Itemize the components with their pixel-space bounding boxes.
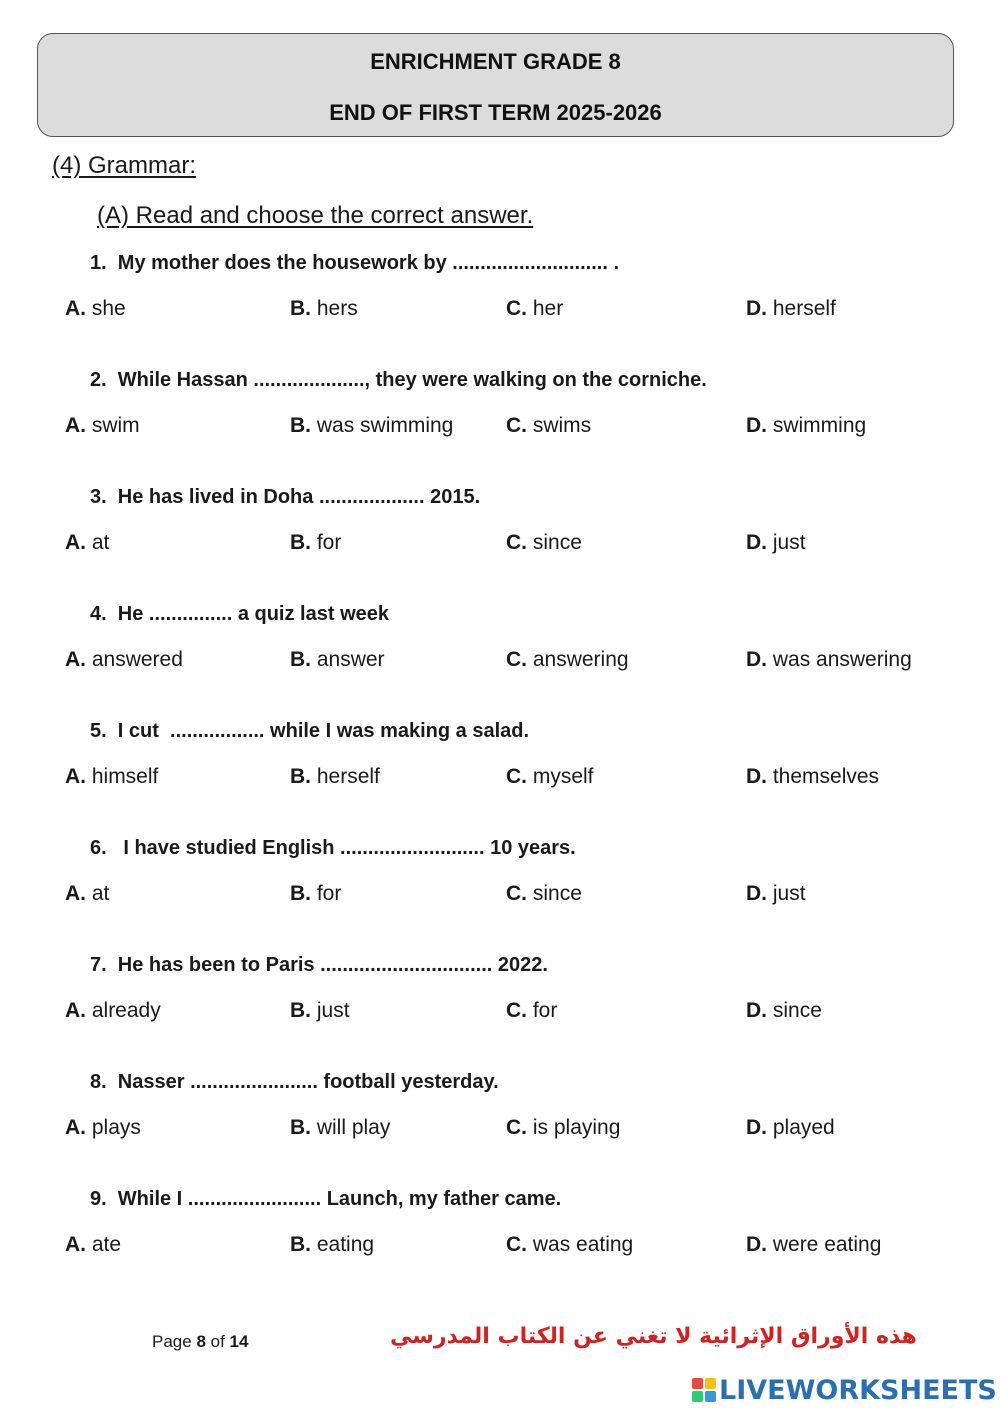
option-text: was eating xyxy=(532,1233,634,1256)
option-text: was answering xyxy=(772,648,912,671)
question-3: 3. He has lived in Doha ................... 2015. xyxy=(90,486,481,508)
option-letter: C. xyxy=(506,1233,527,1256)
header-subtitle: END OF FIRST TERM 2025-2026 xyxy=(329,100,662,125)
option-4a[interactable] xyxy=(65,648,183,672)
option-1b[interactable] xyxy=(290,297,358,321)
question-8: 8. Nasser ....................... football yesterday. xyxy=(90,1071,499,1093)
option-4b[interactable] xyxy=(290,648,385,672)
option-text: themselves xyxy=(772,765,880,788)
option-4c[interactable] xyxy=(506,648,629,672)
option-letter: C. xyxy=(506,414,527,437)
option-letter: D. xyxy=(746,414,767,437)
option-text: ate xyxy=(91,1233,122,1256)
option-text: swim xyxy=(91,414,140,437)
option-letter: C. xyxy=(506,1116,527,1139)
option-text: swimming xyxy=(772,414,867,437)
question-7: 7. He has been to Paris ............................... 2022. xyxy=(90,954,548,976)
option-5c[interactable] xyxy=(506,765,594,789)
option-text: answered xyxy=(91,648,183,671)
option-9d[interactable] xyxy=(746,1233,881,1257)
option-letter: D. xyxy=(746,1233,767,1256)
option-text: just xyxy=(316,999,350,1022)
option-text: eating xyxy=(316,1233,375,1256)
option-text: herself xyxy=(316,765,380,788)
option-8b[interactable] xyxy=(290,1116,390,1140)
option-text: since xyxy=(532,531,582,554)
page-prefix: Page xyxy=(152,1332,197,1351)
arabic-note: هذه الأوراق الإثرائية لا تغني عن الكتاب المدرسي xyxy=(390,1324,917,1349)
option-text: is playing xyxy=(532,1116,621,1139)
option-letter: D. xyxy=(746,765,767,788)
option-2a[interactable] xyxy=(65,414,140,438)
question-1: 1. My mother does the housework by ............................ . xyxy=(90,252,619,274)
option-5d[interactable] xyxy=(746,765,879,789)
option-text: for xyxy=(532,999,558,1022)
question-2: 2. While Hassan ...................., they were walking on the corniche. xyxy=(90,369,707,391)
page-total: 14 xyxy=(229,1332,249,1351)
option-7b[interactable] xyxy=(290,999,350,1023)
option-letter: B. xyxy=(290,414,311,437)
option-letter: C. xyxy=(506,999,527,1022)
option-text: played xyxy=(772,1116,835,1139)
option-letter: D. xyxy=(746,1116,767,1139)
option-3b[interactable] xyxy=(290,531,341,555)
option-text: was swimming xyxy=(316,414,454,437)
page-number xyxy=(152,1332,248,1352)
option-letter: B. xyxy=(290,531,311,554)
option-text: just xyxy=(772,531,806,554)
option-7d[interactable] xyxy=(746,999,822,1023)
question-6: 6. I have studied English .......................... 10 years. xyxy=(90,837,576,859)
section-title: (4) Grammar: xyxy=(52,152,196,179)
option-letter: B. xyxy=(290,648,311,671)
option-letter: D. xyxy=(746,648,767,671)
option-letter: A. xyxy=(65,648,86,671)
option-text: swims xyxy=(532,414,592,437)
option-3d[interactable] xyxy=(746,531,806,555)
option-text: at xyxy=(91,531,110,554)
option-2b[interactable] xyxy=(290,414,453,438)
option-letter: A. xyxy=(65,1233,86,1256)
option-text: herself xyxy=(772,297,836,320)
option-letter: A. xyxy=(65,531,86,554)
option-text: just xyxy=(772,882,806,905)
option-letter: A. xyxy=(65,882,86,905)
option-letter: D. xyxy=(746,531,767,554)
instruction: (A) Read and choose the correct answer. xyxy=(97,202,534,229)
option-3a[interactable] xyxy=(65,531,109,555)
brand-text: LIVEWORKSHEETS xyxy=(719,1374,997,1406)
option-2c[interactable] xyxy=(506,414,591,438)
option-letter: A. xyxy=(65,414,86,437)
option-text: since xyxy=(532,882,582,905)
question-5: 5. I cut ................. while I was making a salad. xyxy=(90,720,530,742)
option-letter: B. xyxy=(290,999,311,1022)
option-2d[interactable] xyxy=(746,414,866,438)
option-text: at xyxy=(91,882,110,905)
option-text: since xyxy=(772,999,822,1022)
header-box xyxy=(37,33,954,137)
option-text: myself xyxy=(532,765,594,788)
page-current: 8 xyxy=(196,1332,206,1351)
option-1a[interactable] xyxy=(65,297,126,321)
option-8d[interactable] xyxy=(746,1116,835,1140)
option-1d[interactable] xyxy=(746,297,836,321)
option-5b[interactable] xyxy=(290,765,380,789)
option-letter: C. xyxy=(506,765,527,788)
option-letter: B. xyxy=(290,765,311,788)
option-letter: B. xyxy=(290,1116,311,1139)
option-letter: A. xyxy=(65,765,86,788)
option-6d[interactable] xyxy=(746,882,806,906)
option-letter: C. xyxy=(506,531,527,554)
option-text: answer xyxy=(316,648,385,671)
option-letter: C. xyxy=(506,297,527,320)
option-9c[interactable] xyxy=(506,1233,633,1257)
option-text: plays xyxy=(91,1116,141,1139)
question-9: 9. While I ........................ Launch, my father came. xyxy=(90,1188,562,1210)
option-8a[interactable] xyxy=(65,1116,141,1140)
page-of: of xyxy=(205,1332,230,1351)
option-6b[interactable] xyxy=(290,882,341,906)
option-9a[interactable] xyxy=(65,1233,121,1257)
option-8c[interactable] xyxy=(506,1116,620,1140)
option-letter: D. xyxy=(746,882,767,905)
option-text: for xyxy=(316,531,342,554)
option-9b[interactable] xyxy=(290,1233,374,1257)
option-letter: C. xyxy=(506,648,527,671)
question-4: 4. He ............... a quiz last week xyxy=(90,603,389,625)
option-6a[interactable] xyxy=(65,882,109,906)
option-letter: B. xyxy=(290,297,311,320)
option-letter: A. xyxy=(65,999,86,1022)
liveworksheets-logo-icon xyxy=(692,1378,716,1402)
option-text: for xyxy=(316,882,342,905)
option-letter: B. xyxy=(290,882,311,905)
option-letter: C. xyxy=(506,882,527,905)
option-7a[interactable] xyxy=(65,999,161,1023)
option-letter: D. xyxy=(746,297,767,320)
option-3c[interactable] xyxy=(506,531,582,555)
option-text: she xyxy=(91,297,126,320)
option-6c[interactable] xyxy=(506,882,582,906)
option-5a[interactable] xyxy=(65,765,158,789)
liveworksheets-brand[interactable] xyxy=(692,1374,997,1406)
option-letter: A. xyxy=(65,1116,86,1139)
option-letter: B. xyxy=(290,1233,311,1256)
header-title: ENRICHMENT GRADE 8 xyxy=(370,49,621,74)
option-letter: D. xyxy=(746,999,767,1022)
option-text: her xyxy=(532,297,564,320)
option-text: will play xyxy=(316,1116,391,1139)
option-text: answering xyxy=(532,648,629,671)
option-7c[interactable] xyxy=(506,999,557,1023)
option-letter: A. xyxy=(65,297,86,320)
option-1c[interactable] xyxy=(506,297,563,321)
option-text: already xyxy=(91,999,161,1022)
option-text: himself xyxy=(91,765,159,788)
option-text: hers xyxy=(316,297,358,320)
option-4d[interactable] xyxy=(746,648,912,672)
option-text: were eating xyxy=(772,1233,882,1256)
